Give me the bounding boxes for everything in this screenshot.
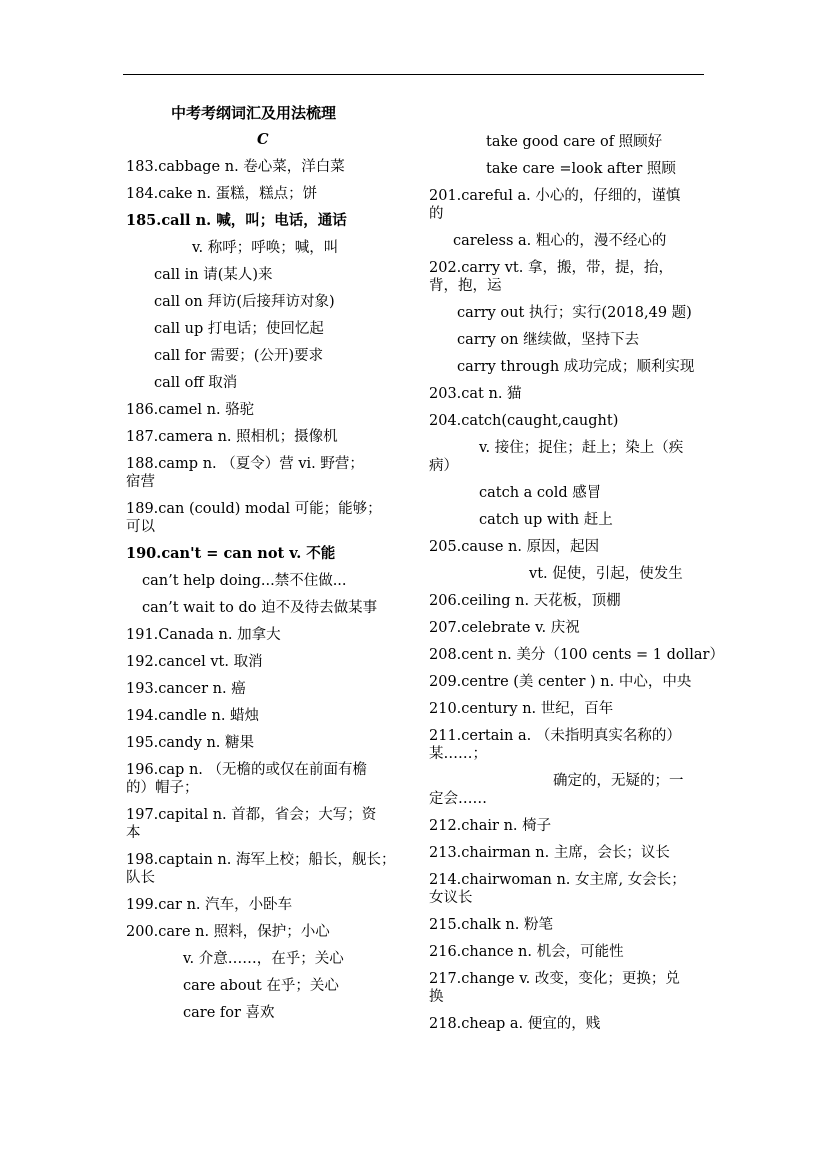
vocab-entry-e211b [429,772,709,808]
entry-line: 某……； [429,746,487,762]
entry-line: 病） [429,458,458,474]
vocab-entry-e201a [429,232,709,250]
entry-line: 本 [126,825,141,841]
entry-line: 193.cancer n. 癌 [126,681,246,697]
vocab-entry-e218 [429,1015,709,1033]
vocab-entry-e190b [126,599,408,617]
vocab-entry-e200a [126,977,408,995]
vocab-entry-e217 [429,970,709,1006]
entry-line: call on 拜访(后接拜访对象) [154,294,335,310]
vocab-entry-e207 [429,619,709,637]
right-column [429,133,724,1042]
entry-line: 218.cheap a. 便宜的，贱 [429,1016,601,1032]
entry-line: 204.catch(caught,caught) [429,413,619,429]
entry-line: 187.camera n. 照相机；摄像机 [126,429,338,445]
entry-line: 197.capital n. 首都，省会；大写；资 [126,807,377,823]
vocab-entry-e200v [126,950,408,968]
vocab-entry-e199 [126,896,408,914]
vocab-entry-e198 [126,851,408,887]
entry-line: 209.centre (美 center ) n. 中心，中央 [429,674,692,690]
entry-line: 换 [429,989,444,1005]
entry-line: 205.cause n. 原因，起因 [429,539,600,555]
vocab-entry-e211 [429,727,709,763]
entry-line: 184.cake n. 蛋糕，糕点；饼 [126,186,318,202]
entry-line: 192.cancel vt. 取消 [126,654,263,670]
entry-line: take care =look after 照顾 [486,161,676,177]
vocab-entry-e204a [429,484,709,502]
vocab-entry-e200b [126,1004,408,1022]
entry-line: 191.Canada n. 加拿大 [126,627,281,643]
vocab-entry-e185e [126,374,408,392]
vocab-entry-e215 [429,916,709,934]
vocab-entry-e196 [126,761,408,797]
vocab-entry-e194 [126,707,408,725]
vocab-entry-e189 [126,500,408,536]
entry-line: 的 [429,206,444,222]
vocab-entry-e186 [126,401,408,419]
vocab-entry-e214 [429,871,709,907]
left-column [126,104,408,1031]
entry-line: 207.celebrate v. 庆祝 [429,620,580,636]
entry-line: 206.ceiling n. 天花板，顶棚 [429,593,621,609]
entry-line: 的）帽子； [126,780,199,796]
vocab-entry-e188 [126,455,408,491]
vocab-entry-e185d [126,347,408,365]
section-letter: C [257,131,269,148]
entry-line: 195.candy n. 糖果 [126,735,255,751]
entry-line: care for 喜欢 [183,1005,275,1021]
vocab-entry-e210 [429,700,709,718]
vocab-entry-e202 [429,259,709,295]
vocab-entry-e200 [126,923,408,941]
entry-line: 189.can (could) modal 可能；能够； [126,501,382,517]
vocab-entry-e209 [429,673,709,691]
entry-line: 201.careful a. 小心的，仔细的，谨慎 [429,188,681,204]
entry-line: 199.car n. 汽车，小卧车 [126,897,293,913]
entry-line: 200.care n. 照料，保护；小心 [126,924,330,940]
vocab-entry-e192 [126,653,408,671]
entry-line: 210.century n. 世纪，百年 [429,701,614,717]
entry-line: careless a. 粗心的，漫不经心的 [453,233,667,249]
entry-line: 188.camp n. （夏令）营 vi. 野营； [126,456,364,472]
entry-line: v. 接住；捉住；赶上；染上（疾 [479,440,684,456]
entry-line: 确定的，无疑的；一 [553,773,684,789]
entry-line: 190.can't = can not v. 不能 [126,545,336,562]
vocab-entry-e185a [126,266,408,284]
vocab-entry-e193 [126,680,408,698]
entry-line: 可以 [126,519,155,535]
entry-line: 183.cabbage n. 卷心菜，洋白菜 [126,159,345,175]
vocab-entry-e183 [126,158,408,176]
entry-line: 213.chairman n. 主席，会长；议长 [429,845,670,861]
vocab-entry-e205v [429,565,709,583]
vocab-entry-e206 [429,592,709,610]
vocab-entry-e203 [429,385,709,403]
entry-line: call in 请(某人)来 [154,267,273,283]
entry-line: 194.candle n. 蜡烛 [126,708,260,724]
entry-line: 212.chair n. 椅子 [429,818,552,834]
vocab-entry-e212 [429,817,709,835]
vocab-entry-e202a [429,304,709,322]
entry-line: 215.chalk n. 粉笔 [429,917,553,933]
vocab-entry-e200d [429,160,709,178]
vocab-entry-e204 [429,412,709,430]
entry-line: can’t help doing...禁不住做... [142,573,347,589]
entry-line: 217.change v. 改变，变化；更换；兑 [429,971,680,987]
entry-line: 202.carry vt. 拿，搬，带，提，抬， [429,260,673,276]
vocab-entry-e205 [429,538,709,556]
vocab-entry-e204b [429,511,709,529]
vocab-entry-e216 [429,943,709,961]
vocab-entry-e185v [126,239,408,257]
entry-line: v. 称呼；呼唤；喊，叫 [192,240,339,256]
entry-line: carry on 继续做，坚持下去 [457,332,640,348]
entry-line: 定会…… [429,791,487,807]
vocab-entry-e213 [429,844,709,862]
entry-line: 214.chairwoman n. 女主席, 女会长； [429,872,686,888]
vocab-entry-e197 [126,806,408,842]
entry-line: catch a cold 感冒 [479,485,602,501]
vocab-entry-e184 [126,185,408,203]
vocab-entry-e187 [126,428,408,446]
entry-line: 203.cat n. 猫 [429,386,522,402]
vocab-entry-e185c [126,320,408,338]
entry-line: call off 取消 [154,375,238,391]
entry-line: take good care of 照顾好 [486,134,663,150]
entry-line: can’t wait to do 迫不及待去做某事 [142,600,378,616]
vocab-entry-e200c [429,133,709,151]
vocab-entry-e202b [429,331,709,349]
vocab-entry-e185 [126,212,408,230]
entry-line: call up 打电话；使回忆起 [154,321,324,337]
entry-line: carry out 执行；实行(2018,49 题) [457,305,692,321]
entry-line: vt. 促使，引起，使发生 [529,566,683,582]
vocab-entry-e202c [429,358,709,376]
vocab-entry-e190 [126,545,408,563]
entry-line: care about 在乎；关心 [183,978,339,994]
vocab-entry-e191 [126,626,408,644]
entry-line: catch up with 赶上 [479,512,613,528]
entry-line: 196.cap n. （无檐的或仅在前面有檐 [126,762,367,778]
vocab-entry-e190a [126,572,408,590]
entry-line: call for 需要；(公开)要求 [154,348,324,364]
entry-line: 186.camel n. 骆驼 [126,402,255,418]
entry-line: 队长 [126,870,155,886]
entry-line: carry through 成功完成；顺利实现 [457,359,695,375]
document-title: 中考考纲词汇及用法梳理 [171,104,337,122]
entry-line: 185.call n. 喊，叫；电话，通话 [126,212,347,229]
entry-line: 216.chance n. 机会，可能性 [429,944,624,960]
entry-line: 208.cent n. 美分（100 cents = 1 dollar） [429,647,724,663]
vocab-entry-e201 [429,187,709,223]
vocab-entry-e185b [126,293,408,311]
entry-line: 211.certain a. （未指明真实名称的） [429,728,681,744]
entry-line: 女议长 [429,890,473,906]
entry-line: 宿营 [126,474,155,490]
entry-line: 背，抱，运 [429,278,502,294]
vocab-entry-e208 [429,646,724,664]
header-rule [123,74,704,75]
entry-line: 198.captain n. 海军上校；船长，舰长； [126,852,396,868]
entry-line: v. 介意……，在乎；关心 [183,951,344,967]
vocab-entry-e204v [429,439,709,475]
vocab-entry-e195 [126,734,408,752]
